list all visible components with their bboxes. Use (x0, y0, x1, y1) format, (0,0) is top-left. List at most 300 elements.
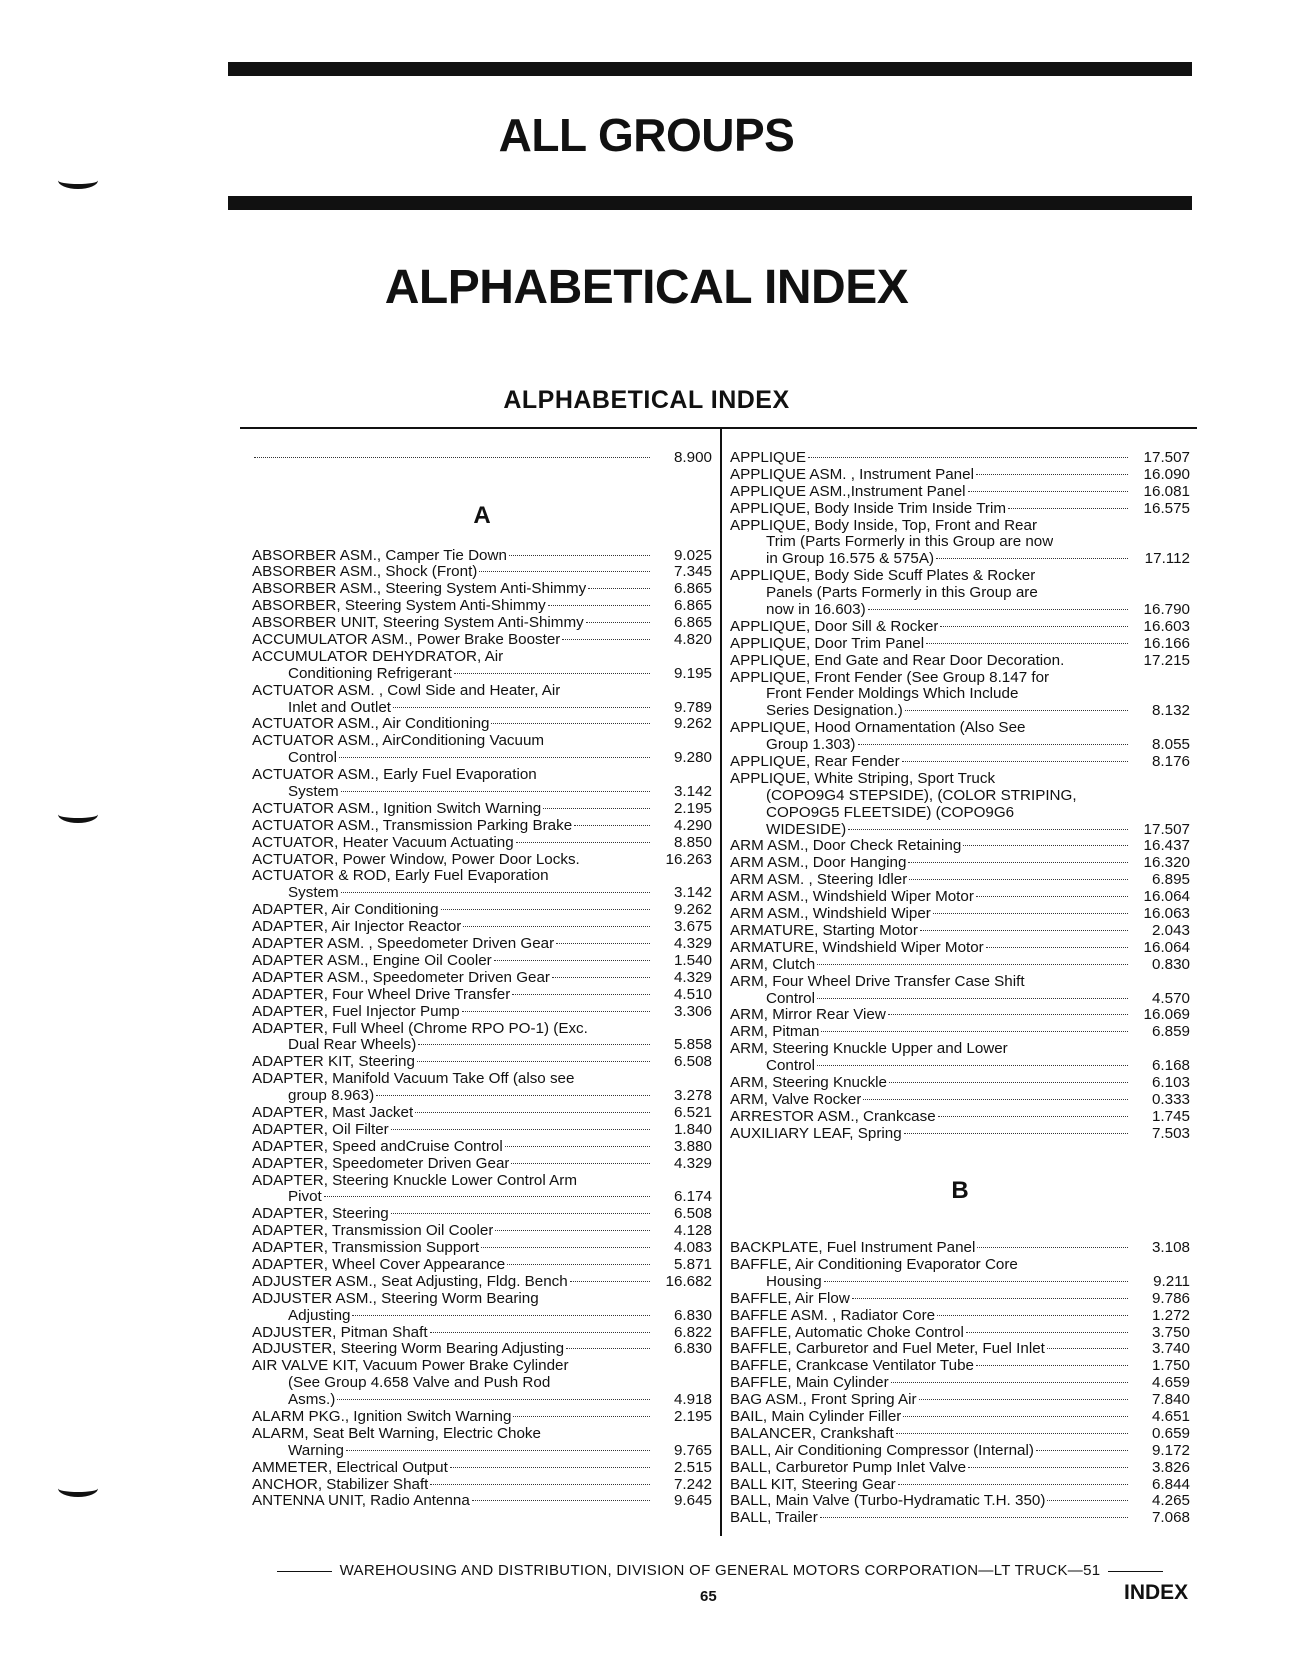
entry-page-ref: 0.830 (1151, 955, 1190, 973)
index-entry (730, 974, 1190, 991)
dot-leader (909, 879, 1128, 880)
index-entry (252, 581, 712, 598)
dot-leader (821, 1031, 1128, 1032)
entry-description: BALL, Main Valve (Turbo-Hydramatic T.H. 350) (730, 1493, 1046, 1510)
index-entry (252, 1088, 712, 1105)
dot-leader (481, 1247, 650, 1248)
dot-leader (966, 1332, 1128, 1333)
entry-description: ARM, Valve Rocker (730, 1091, 862, 1108)
entry-page-ref: 8.132 (1151, 702, 1190, 720)
dot-leader (903, 1416, 1128, 1417)
index-entry (730, 450, 1190, 467)
index-entry (730, 754, 1190, 771)
entry-page-ref: 6.865 (673, 614, 712, 632)
entry-page-ref: 7.068 (1151, 1509, 1190, 1527)
dot-leader (254, 457, 650, 458)
index-entry (730, 484, 1190, 501)
entry-description: ADAPTER, Steering (252, 1206, 389, 1223)
entry-description: ADAPTER, Fuel Injector Pump (252, 1003, 460, 1020)
index-entry (252, 1358, 712, 1375)
entry-page-ref: 9.172 (1151, 1441, 1190, 1459)
index-entry (730, 1510, 1190, 1527)
index-entry (252, 1325, 712, 1342)
entry-page-ref: 6.865 (673, 580, 712, 598)
entry-description: BAFFLE, Automatic Choke Control (730, 1324, 964, 1341)
index-entry (252, 750, 712, 767)
entry-description: ADAPTER ASM., Engine Oil Cooler (252, 952, 492, 969)
entry-page-ref: 5.871 (673, 1255, 712, 1273)
entry-description: Trim (Parts Formerly in this Group are now (766, 534, 1054, 551)
entry-page-ref: 2.043 (1151, 921, 1190, 939)
entry-description: WIDESIDE) (766, 821, 847, 838)
entry-page-ref: 3.750 (1151, 1323, 1190, 1341)
index-entry (252, 1054, 712, 1071)
index-entry (252, 1021, 712, 1038)
index-entry (730, 534, 1190, 551)
index-entry (252, 700, 712, 717)
entry-page-ref: 6.830 (673, 1340, 712, 1358)
dot-leader (817, 998, 1128, 999)
entry-description: ARM, Steering Knuckle (730, 1074, 888, 1091)
entry-page-ref: 6.895 (1151, 871, 1190, 889)
entry-description: Asms.) (288, 1392, 336, 1409)
entry-description: BAFFLE, Air Flow (730, 1290, 850, 1307)
index-entry (730, 1092, 1190, 1109)
entry-page-ref: 4.128 (673, 1222, 712, 1240)
entry-description: ADAPTER, Wheel Cover Appearance (252, 1256, 506, 1273)
entry-page-ref: 16.790 (1143, 601, 1190, 619)
index-entry (252, 1156, 712, 1173)
group-title: ALL GROUPS (498, 109, 795, 161)
index-title: ALPHABETICAL INDEX (384, 261, 909, 314)
entry-description: ADAPTER, Four Wheel Drive Transfer (252, 986, 511, 1003)
entry-description: ADJUSTER, Pitman Shaft (252, 1324, 428, 1341)
entry-page-ref: 6.174 (673, 1188, 712, 1206)
index-entry (252, 615, 712, 632)
index-entry (730, 991, 1190, 1008)
index-entry (252, 1291, 712, 1308)
entry-page-ref: 3.142 (673, 884, 712, 902)
index-entry (252, 1105, 712, 1122)
dot-leader (337, 1399, 650, 1400)
entry-description: ACTUATOR ASM. , Cowl Side and Heater, Air (252, 682, 561, 699)
entry-description: ARM ASM., Windshield Wiper (730, 906, 931, 923)
index-entry (730, 737, 1190, 754)
entry-page-ref: 16.603 (1143, 617, 1190, 635)
spacer (252, 467, 712, 484)
index-entry (252, 818, 712, 835)
entry-page-ref: 16.320 (1143, 854, 1190, 872)
entry-page-ref: 9.786 (1151, 1289, 1190, 1307)
index-entry (252, 1477, 712, 1494)
entry-description: ABSORBER ASM., Steering System Anti-Shimmy (252, 581, 587, 598)
index-entry (730, 1075, 1190, 1092)
dot-leader (1036, 1450, 1128, 1451)
index-entry (252, 987, 712, 1004)
entry-description: ACCUMULATOR ASM., Power Brake Booster (252, 632, 561, 649)
index-entry (252, 1257, 712, 1274)
index-entry (730, 670, 1190, 687)
dot-leader (1047, 1500, 1128, 1501)
dot-leader (513, 1416, 650, 1417)
entry-page-ref: 6.103 (1151, 1073, 1190, 1091)
entry-description: Control (766, 990, 815, 1007)
index-entry (730, 1291, 1190, 1308)
index-entry (252, 450, 712, 467)
entry-description: BAFFLE, Crankcase Ventilator Tube (730, 1358, 974, 1375)
entry-page-ref: 1.750 (1151, 1357, 1190, 1375)
entry-page-ref: 7.345 (673, 563, 712, 581)
index-entry (252, 1071, 712, 1088)
index-entry (252, 1189, 712, 1206)
entry-description: ADAPTER, Steering Knuckle Lower Control Arm (252, 1172, 577, 1189)
entry-description: BALL KIT, Steering Gear (730, 1476, 896, 1493)
dot-leader (479, 571, 650, 572)
dot-leader (891, 1382, 1128, 1383)
index-entry (730, 957, 1190, 974)
dot-leader (976, 896, 1128, 897)
entry-page-ref: 6.844 (1151, 1475, 1190, 1493)
index-column-left (252, 450, 712, 1510)
dot-leader (512, 994, 650, 995)
entry-page-ref: 6.168 (1151, 1057, 1190, 1075)
entry-description: APPLIQUE, Body Inside, Top, Front and Rear (730, 517, 1038, 534)
entry-description: APPLIQUE, Body Inside Trim Inside Trim (730, 500, 1006, 517)
index-entry (730, 822, 1190, 839)
dot-leader (898, 1484, 1128, 1485)
index-entry (252, 683, 712, 700)
index-entry (730, 1109, 1190, 1126)
dot-leader (430, 1332, 650, 1333)
index-entry (730, 1325, 1190, 1342)
dot-leader (868, 609, 1128, 610)
dot-leader (491, 723, 650, 724)
dot-leader (817, 1065, 1128, 1066)
index-entry (730, 467, 1190, 484)
index-entry (730, 771, 1190, 788)
dot-leader (454, 673, 650, 674)
index-entry (730, 1058, 1190, 1075)
index-entry (730, 1358, 1190, 1375)
index-entry (730, 518, 1190, 535)
entry-description: ABSORBER UNIT, Steering System Anti-Shimmy (252, 615, 584, 632)
entry-description: ARM, Pitman (730, 1024, 820, 1041)
entry-description: ACTUATOR ASM., Air Conditioning (252, 716, 490, 733)
entry-page-ref: 9.765 (673, 1441, 712, 1459)
entry-page-ref: 3.278 (673, 1087, 712, 1105)
index-entry (730, 1126, 1190, 1143)
entry-description: ADAPTER, Full Wheel (Chrome RPO PO-1) (Exc. (252, 1020, 588, 1037)
dot-leader (548, 605, 650, 606)
index-entry (252, 598, 712, 615)
entry-description: ARM ASM., Door Hanging (730, 855, 907, 872)
entry-description: BAFFLE, Air Conditioning Evaporator Core (730, 1256, 1018, 1273)
entry-page-ref: 7.840 (1151, 1391, 1190, 1409)
dot-leader (415, 1112, 650, 1113)
entry-description: APPLIQUE, Rear Fender (730, 754, 900, 771)
entry-page-ref: 4.659 (1151, 1374, 1190, 1392)
index-entry (252, 902, 712, 919)
spacer (252, 531, 712, 548)
dot-leader (562, 639, 650, 640)
entry-description: in Group 16.575 & 575A) (766, 551, 935, 568)
entry-description: APPLIQUE, Door Trim Panel (730, 635, 925, 652)
index-entry (252, 1206, 712, 1223)
dot-leader (341, 791, 650, 792)
spacer (730, 1223, 1190, 1240)
entry-page-ref: 3.675 (673, 918, 712, 936)
entry-description: APPLIQUE, White Striping, Sport Truck (730, 770, 996, 787)
entry-page-ref: 4.570 (1151, 989, 1190, 1007)
entry-page-ref: 16.081 (1143, 482, 1190, 500)
entry-description: ADAPTER, Transmission Oil Cooler (252, 1223, 494, 1240)
index-entry (252, 1443, 712, 1460)
index-entry (730, 1426, 1190, 1443)
entry-description: BAFFLE, Main Cylinder (730, 1375, 889, 1392)
entry-page-ref: 9.211 (1153, 1272, 1190, 1290)
entry-description: ARMATURE, Windshield Wiper Motor (730, 939, 984, 956)
entry-description: ARM, Steering Knuckle Upper and Lower (730, 1041, 1008, 1058)
index-entry (730, 1409, 1190, 1426)
index-entry (252, 733, 712, 750)
index-entry (252, 666, 712, 683)
index-entry (252, 1308, 712, 1325)
index-letter-heading: B (951, 1177, 969, 1205)
entry-page-ref: 9.280 (673, 749, 712, 767)
index-entry (252, 868, 712, 885)
entry-page-ref: 16.263 (665, 850, 712, 868)
entry-page-ref: 4.265 (1151, 1492, 1190, 1510)
dot-leader (509, 555, 650, 556)
index-entry (252, 1122, 712, 1139)
index-entry (730, 855, 1190, 872)
entry-description: Warning (288, 1442, 344, 1459)
entry-page-ref: 3.306 (673, 1002, 712, 1020)
index-entry (252, 885, 712, 902)
footer-text: WAREHOUSING AND DISTRIBUTION, DIVISION OF GENERAL MOTORS CORPORATION—LT TRUCK—51 (339, 1562, 1101, 1579)
entry-description: BAIL, Main Cylinder Filler (730, 1408, 902, 1425)
dot-leader (376, 1095, 650, 1096)
entry-page-ref: 16.064 (1143, 888, 1190, 906)
dot-leader (507, 1264, 650, 1265)
entry-page-ref: 16.437 (1143, 837, 1190, 855)
dot-leader (516, 842, 650, 843)
dot-leader (391, 1129, 650, 1130)
entry-description: Dual Rear Wheels) (288, 1037, 417, 1054)
index-entry (730, 1308, 1190, 1325)
entry-description: System (288, 885, 339, 902)
entry-page-ref: 6.508 (673, 1205, 712, 1223)
entry-description: now in 16.603) (766, 602, 866, 619)
entry-page-ref: 6.508 (673, 1053, 712, 1071)
index-entry (252, 1460, 712, 1477)
index-entry (730, 585, 1190, 602)
index-column-right (730, 450, 1190, 1527)
footer-section-label: INDEX (1124, 1581, 1189, 1604)
entry-description: ARM ASM., Door Check Retaining (730, 838, 962, 855)
index-entry (730, 940, 1190, 957)
binder-hole-mark (58, 806, 98, 823)
entry-page-ref: 4.329 (673, 935, 712, 953)
index-entry (252, 564, 712, 581)
index-entry (252, 919, 712, 936)
index-letter-heading: A (473, 501, 491, 529)
entry-page-ref: 7.242 (673, 1475, 712, 1493)
entry-page-ref: 4.918 (673, 1391, 712, 1409)
entry-page-ref: 9.645 (673, 1492, 712, 1510)
binder-hole-mark (58, 1480, 98, 1497)
spacer (730, 1206, 1190, 1223)
entry-description: APPLIQUE, Body Side Scuff Plates & Rocker (730, 568, 1036, 585)
entry-description: Housing (766, 1273, 822, 1290)
dot-leader (968, 1467, 1128, 1468)
dot-leader (393, 707, 650, 708)
entry-description: APPLIQUE (730, 450, 806, 466)
entry-description: ADJUSTER ASM., Seat Adjusting, Fldg. Bench (252, 1273, 568, 1290)
entry-page-ref: 9.195 (673, 664, 712, 682)
index-entry (730, 1007, 1190, 1024)
entry-description: ADAPTER ASM. , Speedometer Driven Gear (252, 936, 555, 953)
entry-description: ARM ASM., Windshield Wiper Motor (730, 889, 974, 906)
entry-description: ADAPTER, Speedometer Driven Gear (252, 1155, 510, 1172)
dot-leader (858, 744, 1129, 745)
index-entry (252, 1392, 712, 1409)
dot-leader (543, 808, 650, 809)
index-entry (730, 1341, 1190, 1358)
dot-leader (352, 1315, 650, 1316)
index-entry (730, 568, 1190, 585)
dot-leader (940, 626, 1128, 627)
entry-description: ANTENNA UNIT, Radio Antenna (252, 1493, 470, 1510)
index-entry (252, 649, 712, 666)
index-entry (730, 619, 1190, 636)
entry-description: BALANCER, Crankshaft (730, 1425, 894, 1442)
entry-description: APPLIQUE, Door Sill & Rocker (730, 618, 939, 635)
dot-leader (938, 1116, 1128, 1117)
entry-page-ref: 6.830 (673, 1306, 712, 1324)
entry-description: AMMETER, Electrical Output (252, 1459, 448, 1476)
index-entry (252, 953, 712, 970)
index-entry (252, 1139, 712, 1156)
entry-page-ref: 2.195 (673, 1407, 712, 1425)
index-entry (252, 1173, 712, 1190)
entry-description: APPLIQUE, Hood Ornamentation (Also See (730, 720, 1026, 737)
entry-description: ACTUATOR, Power Window, Power Door Locks. (252, 851, 580, 868)
entry-description: Conditioning Refrigerant (288, 665, 452, 682)
dot-leader (824, 1281, 1128, 1282)
entry-page-ref: 16.166 (1143, 634, 1190, 652)
index-entry (252, 835, 712, 852)
index-entry (252, 784, 712, 801)
dot-leader (968, 491, 1128, 492)
index-entry (252, 632, 712, 649)
dot-leader (888, 1014, 1128, 1015)
entry-description: System (288, 784, 339, 801)
entry-description: BAG ASM., Front Spring Air (730, 1392, 917, 1409)
entry-page-ref: 9.262 (673, 715, 712, 733)
binder-hole-mark (58, 172, 98, 189)
entry-page-ref: 7.503 (1151, 1124, 1190, 1142)
entry-page-ref: 8.900 (673, 449, 712, 466)
index-entry (730, 1240, 1190, 1257)
dot-leader (430, 1484, 650, 1485)
entry-description: ADAPTER, Mast Jacket (252, 1104, 414, 1121)
index-entry (252, 936, 712, 953)
entry-description: ACTUATOR ASM., AirConditioning Vacuum (252, 733, 545, 750)
dot-leader (552, 977, 650, 978)
entry-page-ref: 4.510 (673, 985, 712, 1003)
section-title: ALPHABETICAL INDEX (503, 386, 790, 414)
entry-description: ABSORBER ASM., Shock (Front) (252, 564, 478, 581)
index-entry (730, 1257, 1190, 1274)
entry-description: ARRESTOR ASM., Crankcase (730, 1108, 936, 1125)
entry-description: ADAPTER, Oil Filter (252, 1121, 389, 1138)
entry-description: ARM ASM. , Steering Idler (730, 872, 908, 889)
entry-description: ARM, Four Wheel Drive Transfer Case Shift (730, 973, 1025, 990)
dot-leader (808, 457, 1128, 458)
index-entry (730, 703, 1190, 720)
dot-leader (391, 1213, 650, 1214)
spacer (252, 484, 712, 501)
page-number: 65 (700, 1588, 717, 1605)
dot-leader (920, 930, 1128, 931)
dot-leader (1008, 508, 1128, 509)
index-entry (730, 602, 1190, 619)
entry-page-ref: 3.880 (673, 1137, 712, 1155)
dot-leader (556, 943, 650, 944)
entry-description: BACKPLATE, Fuel Instrument Panel (730, 1240, 976, 1257)
entry-page-ref: 1.272 (1151, 1306, 1190, 1324)
entry-description: ACTUATOR ASM., Early Fuel Evaporation (252, 767, 537, 784)
index-entry (252, 970, 712, 987)
dot-leader (505, 1146, 650, 1147)
entry-page-ref: 2.515 (673, 1458, 712, 1476)
entry-page-ref: 0.333 (1151, 1090, 1190, 1108)
dot-leader (346, 1450, 650, 1451)
footer-line (250, 1562, 1190, 1579)
dot-leader (926, 643, 1128, 644)
index-entry (730, 923, 1190, 940)
entry-description: BALL, Trailer (730, 1510, 818, 1527)
entry-page-ref: 1.745 (1151, 1107, 1190, 1125)
index-entry (730, 1375, 1190, 1392)
entry-page-ref: 16.063 (1143, 905, 1190, 923)
entry-page-ref: 9.025 (673, 546, 712, 564)
entry-page-ref: 4.820 (673, 631, 712, 649)
dot-leader (919, 1399, 1128, 1400)
entry-description: ARM, Mirror Rear View (730, 1007, 886, 1024)
entry-description: ADAPTER KIT, Steering (252, 1054, 415, 1071)
index-entry (252, 1341, 712, 1358)
entry-description: ADAPTER, Air Injector Reactor (252, 919, 462, 936)
entry-description: ABSORBER, Steering System Anti-Shimmy (252, 598, 546, 615)
entry-description: COPO9G5 FLEETSIDE) (COPO9G6 (766, 804, 1015, 821)
entry-page-ref: 6.822 (673, 1323, 712, 1341)
entry-page-ref: 17.507 (1143, 449, 1190, 466)
header-rule-top (228, 62, 1192, 76)
entry-description: Group 1.303) (766, 737, 856, 754)
entry-page-ref: 3.142 (673, 783, 712, 801)
entry-page-ref: 9.262 (673, 901, 712, 919)
entry-description: ADAPTER, Transmission Support (252, 1240, 480, 1257)
dot-leader (495, 1230, 650, 1231)
index-entry (730, 1041, 1190, 1058)
dot-leader (852, 1298, 1128, 1299)
index-entry (252, 852, 712, 869)
dot-leader (976, 1365, 1128, 1366)
entry-description: ACTUATOR & ROD, Early Fuel Evaporation (252, 868, 549, 885)
dot-leader (450, 1467, 650, 1468)
